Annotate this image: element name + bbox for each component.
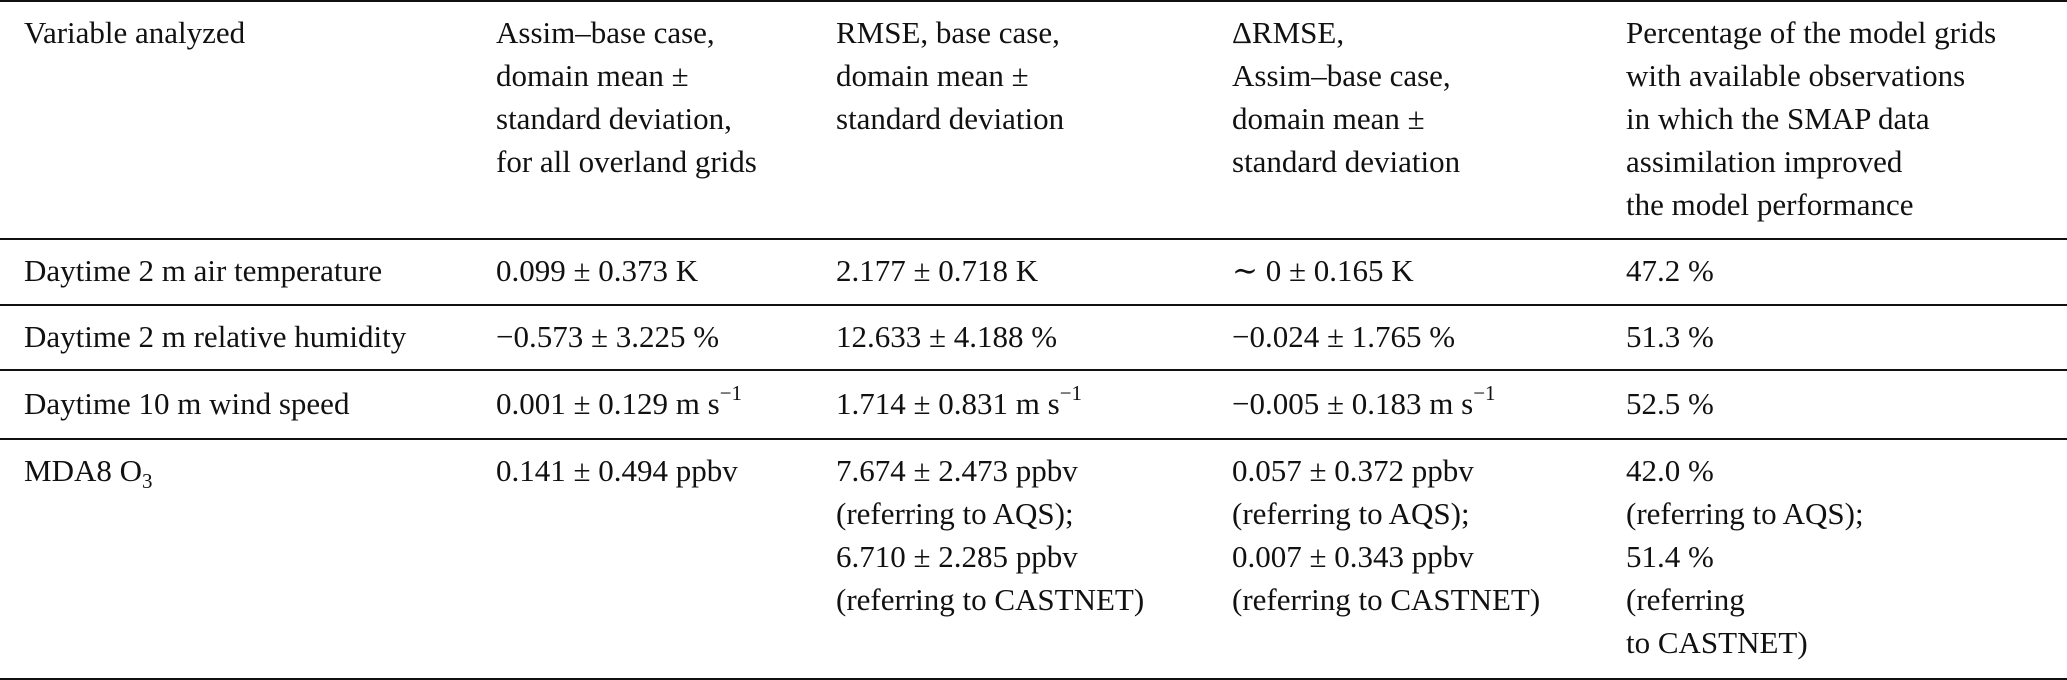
- value-line: (referring to AQS);: [1626, 496, 1864, 531]
- header-delta-rmse: [1232, 11, 1460, 183]
- header-text: Assim–base case,: [496, 15, 715, 50]
- header-rmse-base: [836, 11, 1064, 140]
- unit-exponent: −1: [1473, 380, 1496, 405]
- percent-improved-cell: 51.3 %: [1626, 319, 1714, 354]
- value-line: (referring: [1626, 582, 1745, 617]
- variable-cell: [24, 449, 152, 492]
- header-text: standard deviation,: [496, 101, 732, 136]
- row-rule: [0, 304, 2067, 306]
- value-line: 51.4 %: [1626, 539, 1714, 574]
- assim-base-cell: [496, 382, 742, 425]
- value-line: 42.0 %: [1626, 453, 1714, 488]
- header-text: assimilation improved: [1626, 144, 1903, 179]
- header-text: Assim–base case,: [1232, 58, 1451, 93]
- value-line: (referring to CASTNET): [1232, 582, 1541, 617]
- header-text: RMSE, base case,: [836, 15, 1060, 50]
- header-percentage-improved: [1626, 11, 1996, 226]
- header-text: domain mean ±: [496, 58, 689, 93]
- header-text: Percentage of the model grids: [1626, 15, 1997, 50]
- unit-exponent: −1: [1059, 380, 1083, 405]
- value-line: to CASTNET): [1626, 625, 1808, 660]
- value-line: (referring to AQS);: [836, 496, 1074, 531]
- rmse-base-cell: [836, 382, 1082, 425]
- value-text: MDA8 O: [24, 453, 142, 488]
- header-text: for all overland grids: [496, 144, 757, 179]
- header-text: Variable analyzed: [24, 15, 246, 50]
- value-line: (referring to CASTNET): [836, 582, 1145, 617]
- header-assim-base: [496, 11, 757, 183]
- header-text: standard deviation: [836, 101, 1065, 136]
- value-text: 1.714 ± 0.831 m s: [836, 386, 1060, 421]
- value-line: 7.674 ± 2.473 ppbv: [836, 453, 1078, 488]
- header-text: domain mean ±: [1232, 101, 1425, 136]
- delta-rmse-cell: ∼ 0 ± 0.165 K: [1232, 253, 1414, 288]
- value-line: 0.007 ± 0.343 ppbv: [1232, 539, 1474, 574]
- header-text: the model performance: [1626, 187, 1914, 222]
- top-rule: [0, 0, 2067, 2]
- percent-improved-cell: 47.2 %: [1626, 253, 1714, 288]
- percent-improved-cell: 52.5 %: [1626, 386, 1714, 421]
- assim-base-cell: −0.573 ± 3.225 %: [496, 319, 720, 354]
- rmse-base-cell: 2.177 ± 0.718 K: [836, 253, 1039, 288]
- header-rule: [0, 238, 2067, 240]
- delta-rmse-cell: [1232, 449, 1540, 621]
- header-text: standard deviation: [1232, 144, 1461, 179]
- assim-base-cell: 0.099 ± 0.373 K: [496, 253, 699, 288]
- header-text: in which the SMAP data: [1626, 101, 1930, 136]
- rmse-base-cell: [836, 449, 1144, 621]
- rmse-base-cell: 12.633 ± 4.188 %: [836, 319, 1058, 354]
- percent-improved-cell: [1626, 449, 1864, 664]
- subscript: 3: [141, 469, 153, 494]
- header-text: ΔRMSE,: [1232, 15, 1345, 50]
- variable-cell: Daytime 2 m relative humidity: [24, 319, 407, 354]
- assim-base-cell: 0.141 ± 0.494 ppbv: [496, 453, 738, 488]
- delta-rmse-cell: [1232, 382, 1496, 425]
- row-rule: [0, 369, 2067, 371]
- variable-cell: Daytime 2 m air temperature: [24, 253, 383, 288]
- value-line: 0.057 ± 0.372 ppbv: [1232, 453, 1474, 488]
- variable-cell: Daytime 10 m wind speed: [24, 386, 350, 421]
- delta-rmse-cell: −0.024 ± 1.765 %: [1232, 319, 1456, 354]
- value-text: 0.001 ± 0.129 m s: [496, 386, 720, 421]
- header-text: with available observations: [1626, 58, 1966, 93]
- row-rule: [0, 438, 2067, 440]
- value-line: 6.710 ± 2.285 ppbv: [836, 539, 1078, 574]
- unit-exponent: −1: [719, 380, 743, 405]
- value-line: (referring to AQS);: [1232, 496, 1470, 531]
- value-text: −0.005 ± 0.183 m s: [1232, 386, 1474, 421]
- header-text: domain mean ±: [836, 58, 1029, 93]
- header-variable-analyzed: [24, 11, 245, 54]
